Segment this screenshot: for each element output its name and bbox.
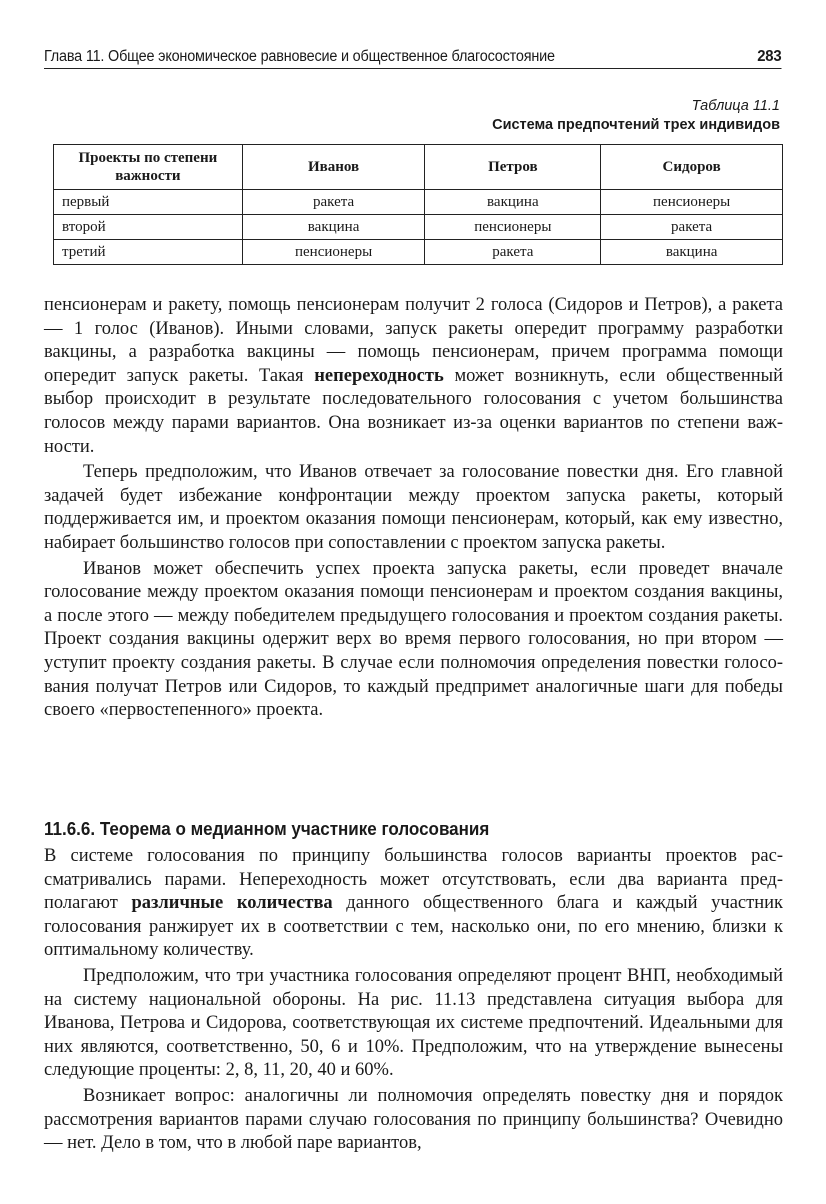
- column-header-petrov: Петров: [425, 145, 601, 190]
- table-cell: ракета: [425, 240, 601, 265]
- table-cell: второй: [54, 215, 243, 240]
- table-cell: пенсионеры: [242, 240, 425, 265]
- column-header-ivanov: Иванов: [242, 145, 425, 190]
- table-header-row: [54, 145, 783, 190]
- preferences-table: [53, 144, 783, 265]
- paragraph: Иванов может обеспечить успех проекта запуска ракеты, если проведет вначале голосование между проектом оказания помощи пенсионерам и проектом создания вакцины, а после этого — между победителем предыдущего голосования и проектом создания ракеты. Проект создания вакцины одержит верх во время первого голосования, но при втором — уступит проекту создания ракеты. В случае если полномочия определения повестки голосования получат Петров или Сидоров, то каждый предпримет аналогичные шаги для победы своего «первостепенного» проекта.: [44, 558, 783, 721]
- term-different-quantities: различные количества: [131, 893, 333, 914]
- table-row: [54, 215, 783, 240]
- table-cell: третий: [54, 240, 243, 265]
- section-heading: 11.6.6. Теорема о медианном участнике голосования: [44, 818, 490, 839]
- paragraph: [44, 294, 783, 459]
- column-header-importance: Проекты по степени важности: [54, 145, 243, 190]
- term-nontransitivity: непереходность: [314, 365, 444, 386]
- body-text-lower: [44, 845, 783, 1156]
- chapter-title: Глава 11. Общее экономическое равновесие и общественное благосостояние: [44, 48, 555, 65]
- paragraph-text: В системе голосования по принципу большинства голосов варианты проектов рассматривались парами. Непереходность может отсутствовать, если два варианта предполагают: [44, 846, 783, 914]
- table-number: Таблица 11.1: [691, 98, 780, 114]
- paragraph: Теперь предположим, что Иванов отвечает за голосование повестки дня. Его главной задачей будет избежание конфронтации между проектом запуска ракеты, который поддерживается им, и проектом оказания помощи пенсионерам, который, как ему известно, набирает большинство голосов при сопоставлении с проектом запуска ракеты.: [44, 462, 783, 553]
- paragraph: Предположим, что три участника голосования определяют процент ВНП, необходимый на систему национальной обороны. На рис. 11.13 представлена ситуация выбора для Иванова, Петрова и Сидорова, соответствующая их системе предпочтений. Идеальными для них являются, соответственно, 50, 6 и 10%. Предположим, что на утверждение вынесены следующие проценты: 2, 8, 11, 20, 40 и 60%.: [44, 965, 783, 1081]
- page-number: 283: [757, 48, 782, 65]
- paragraph-text: данного общественного блага и каждый участник голосования ранжирует их в соответствии с тем, насколько они, по его мнению, близки к оптимальному количеству.: [44, 893, 783, 961]
- paragraph: [44, 845, 783, 963]
- table-cell: вакцина: [601, 240, 783, 265]
- table-cell: вакцина: [425, 190, 601, 215]
- table-cell: ракета: [242, 190, 425, 215]
- body-text-upper: [44, 294, 783, 723]
- column-header-sidorov: Сидоров: [601, 145, 783, 190]
- table-cell: вакцина: [242, 215, 425, 240]
- table-cell: ракета: [601, 215, 783, 240]
- table-row: [54, 190, 783, 215]
- table-caption: [492, 97, 780, 135]
- table-cell: пенсионеры: [425, 215, 601, 240]
- paragraph-text: пенсионерам и ракету, помощь пенсионерам получит 2 голоса (Сидоров и Петров), а ракета — 1 голос (Иванов). Иными словами, запуск ракеты опередит программу разработки вакцины, а разработка вакцины — помощь пенсионерам, причем программа помощи опередит запуск ракеты. Такая: [44, 295, 783, 386]
- table-cell: первый: [54, 190, 243, 215]
- running-head: [44, 44, 781, 69]
- table-cell: пенсионеры: [601, 190, 783, 215]
- paragraph: Возникает вопрос: аналогичны ли полномочия определять повестку дня и порядок рассмотрения вариантов парами случаю голосования по принципу большинства? Очевидно — нет. Дело в том, что в любой паре вариантов,: [44, 1085, 783, 1154]
- table-title: Система предпочтений трех индивидов: [492, 117, 780, 133]
- paragraph-text: может возникнуть, если общественный выбор происходит в результате последовательного голосования с учетом большинства голосов между парами вариантов. Она возникает из-за оценки вариантов по степени важности.: [44, 365, 783, 457]
- table-row: [54, 240, 783, 265]
